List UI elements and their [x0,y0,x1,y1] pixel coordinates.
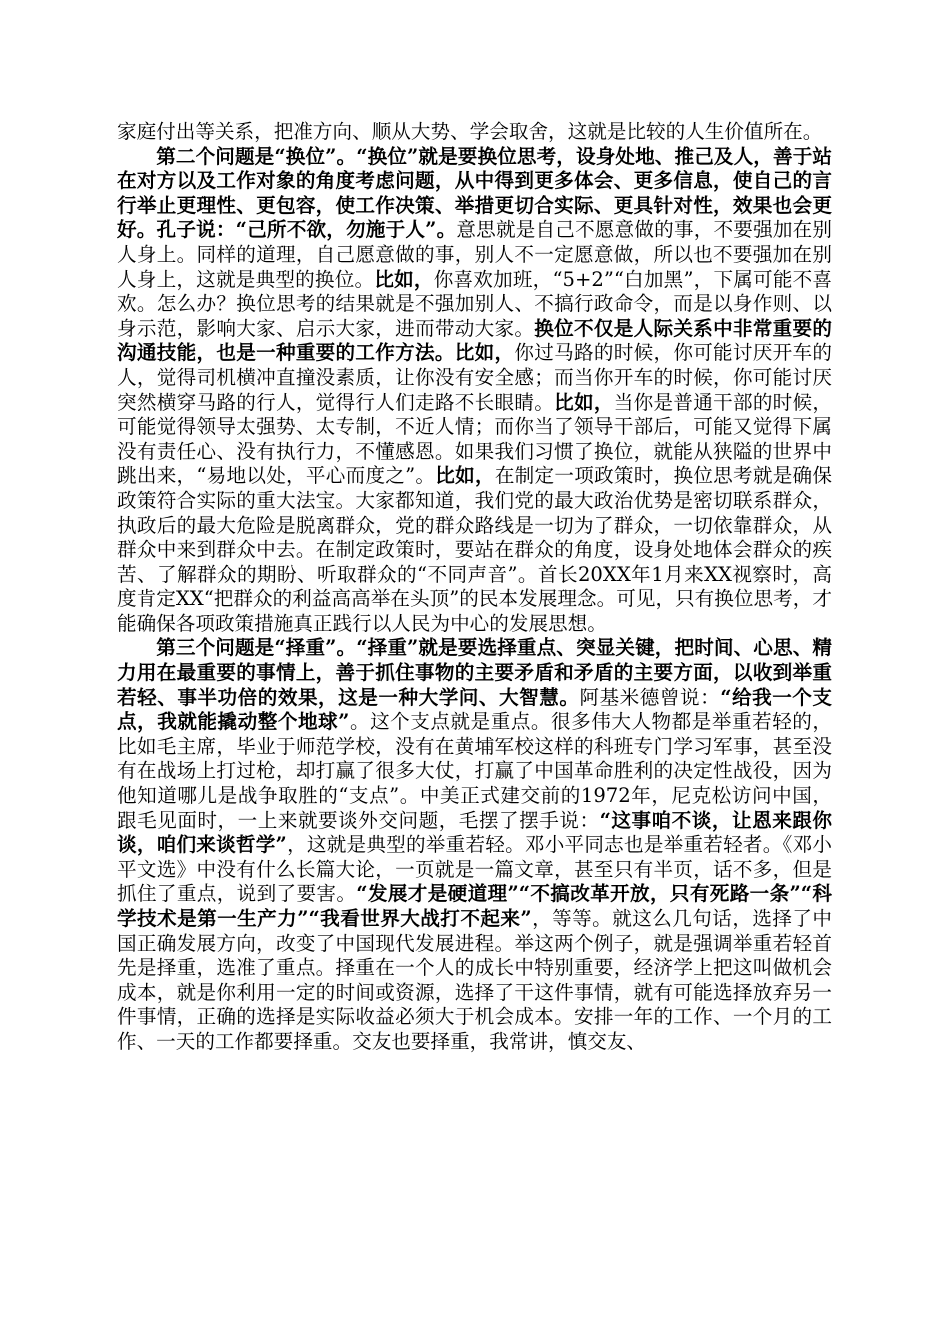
paragraph-1 [117,120,832,145]
huanwei-explanation-text: 意思就是自己不愿意做的事，不要强加在别人身上。同样的道理，自己愿意做的事，别人不一定愿意做，所以也不要强加在别人身上，这就是典型的换位。 [117,218,833,291]
example-marker: 比如， [374,267,434,291]
example-marker: 比如， [554,390,614,414]
crossing-road-example-text: 你过马路的时候，你可能讨厌开车的人，觉得司机横冲直撞没素质，让你没有安全感；而当你开车的时候，你可能讨厌突然横穿马路的行人，觉得行人们走路不长眼睛。 [117,341,832,414]
zezhong-conclusion-text: ，等等。就这么几句话，选择了中国正确发展方向，改变了中国现代发展进程。举这两个例子，就是强调举重若轻首先是择重，选准了重点。择重在一个人的成长中特别重要，经济学上把这叫做机会成本，就是你利用一定的时间或资源，选择了干这件事情，就有可能选择放弃另一件事情，正确的选择是实际收益必须大于机会成本。安排一年的工作、一个月的工作、一天的工作都要择重。交友也要择重，我常讲，慎交友、 [117,907,833,1053]
policy-example-text: 在制定一项政策时，换位思考就是确保政策符合实际的重大法宝。大家都知道，我们党的最大政治优势是密切联系群众，执政后的最大危险是脱离群众，党的群众路线是一切为了群众，一切依靠群众，从群众中来到群众中去。在制定政策时，要站在群众的角度，设身处地体会群众的疾苦、了解群众的期盼、听取群众的“不同声音”。首长20XX年1月来XX视察时，高度肯定XX“把群众的利益高高举在头顶”的民本发展理念。可见，只有换位思考，才能确保各项政策措施真正践行以人民为中心的发展思想。 [117,464,832,635]
archimedes-intro-text: 阿基米德曾说： [579,685,721,709]
huanwei-heading-text: 第二个问题是“换位”。“换位”就是要换位思考，设身处地、推己及人，善于站在对方以及工作对象的角度考虑问题，从中得到更多体会、更多信息，使自己的言行举止更理性、更包容，使工作决策、举措更切合实际、更具针对性，效果也会更好。孔子说：“己所不欲，勿施于人”。 [117,144,832,242]
zezhong-heading-text: 第三个问题是“择重”。“择重”就是要选择重点、突显关键，把时间、心思、精力用在最重要的事情上，善于抓住事物的主要矛盾和矛盾的主要方面，以收到举重若轻、事半功倍的效果，这是一种大学问、大智慧。 [117,636,832,709]
paragraph-3-section-zezhong [117,636,832,1054]
document-page [117,120,832,1055]
huanwei-method-text: 换位不仅是人际关系中非常重要的沟通技能，也是一种重要的工作方法。比如， [117,316,833,365]
example-marker: 比如， [435,464,495,488]
archimedes-quote: “给我一个支点，我就能撬动整个地球” [117,685,833,734]
deng-example-text: ，这就是典型的举重若轻。邓小平同志也是举重若轻者。《邓小平文选》中没有什么长篇大论，一页就是一篇文章，甚至只有半页，话不多，但是抓住了重点，说到了要害。 [117,833,832,906]
deng-quotes: “发展才是硬道理”“不搞改革开放，只有死路一条”“科学技术是第一生产力”“我看世界大战打不起来” [117,882,833,930]
mao-quote: “这事咱不谈，让恩来跟你谈，咱们来谈哲学” [117,808,833,857]
paragraph-1-text: 家庭付出等关系，把准方向、顺从大势、学会取舍，这就是比较的人生价值所在。 [117,120,823,143]
cadre-example-text: 当你是普通干部的时候，可能觉得领导太强势、太专制，不近人情；而你当了领导干部后，可能又觉得下属没有责任心、没有执行力，不懂感恩。如果我们习惯了换位，就能从狭隘的世界中跳出来，“易地以处，平心而度之”。 [117,390,833,488]
overtime-example-text: 你喜欢加班，“5+2”“白加黑”，下属可能不喜欢。怎么办？换位思考的结果就是不强加别人、不搞行政命令，而是以身作则、以身示范，影响大家、启示大家，进而带动大家。 [117,267,833,340]
mao-example-text: 。这个支点就是重点。很多伟大人物都是举重若轻的，比如毛主席，毕业于师范学校，没有在黄埔军校这样的科班专门学习军事，甚至没有在战场上打过枪，却打赢了很多大仗，打赢了中国革命胜利的决定性战役，因为他知道哪儿是战争取胜的“支点”。中美正式建交前的1972年，尼克松访问中国，跟毛见面时，一上来就要谈外交问题，毛摆了摆手说： [117,710,833,832]
paragraph-2-section-huanwei [117,145,832,637]
